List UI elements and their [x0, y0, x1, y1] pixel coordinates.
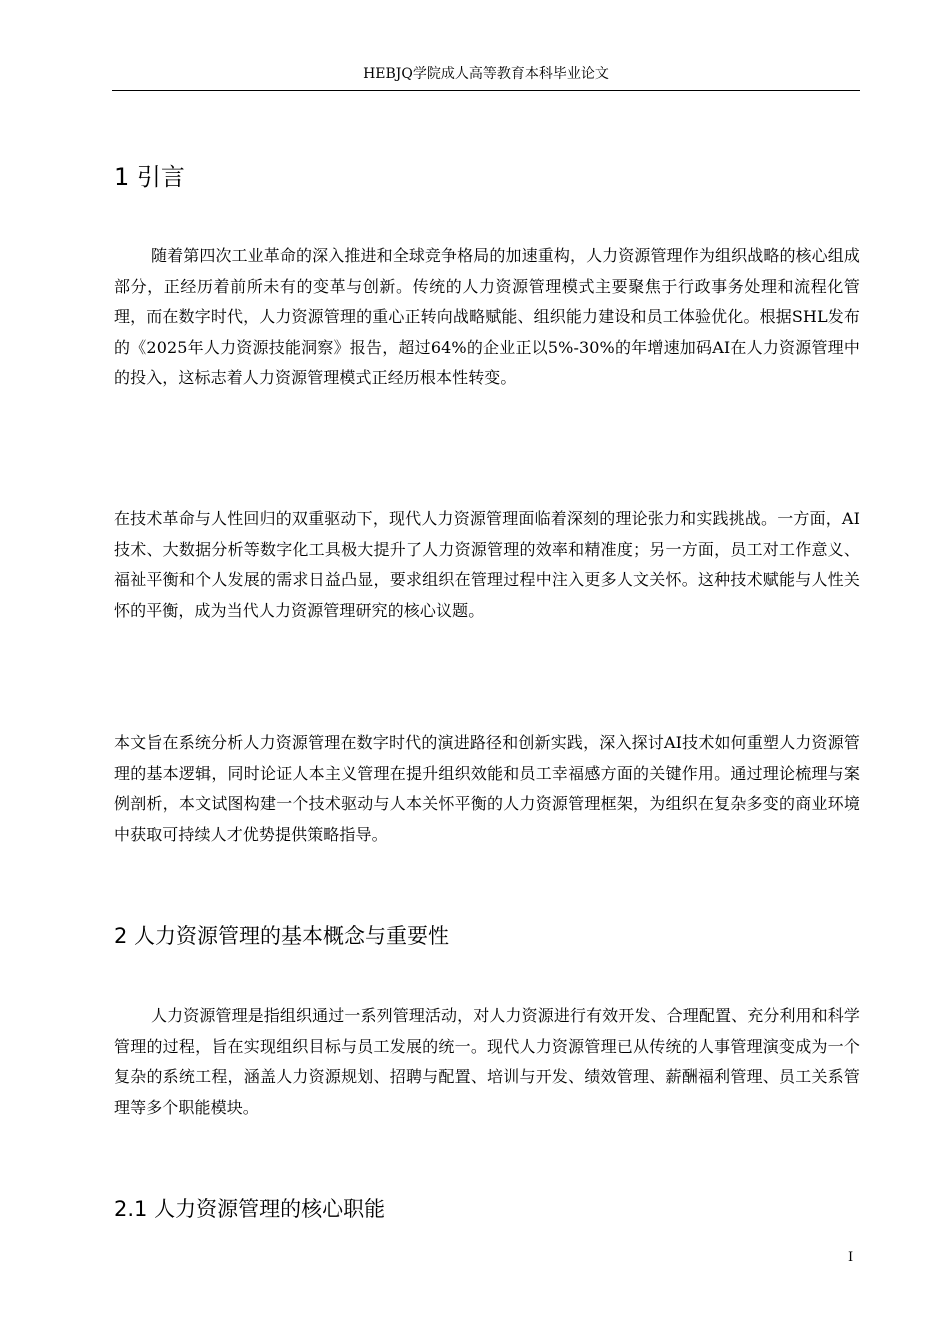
section-2-paragraph-1: 人力资源管理是指组织通过一系列管理活动，对人力资源进行有效开发、合理配置、充分利用和科学管理的过程，旨在实现组织目标与员工发展的统一。现代人力资源管理已从传统的人事管理演变成为一个复杂的系统工程，涵盖人力资源规划、招聘与配置、培训与开发、绩效管理、薪酬福利管理、员工关系管理等多个职能模块。 — [114, 1006, 860, 1117]
section-2-heading: 2 人力资源管理的基本概念与重要性 — [114, 924, 450, 948]
section-1-paragraph-3: 本文旨在系统分析人力资源管理在数字时代的演进路径和创新实践，深入探讨AI技术如何重塑人力资源管理的基本逻辑，同时论证人本主义管理在提升组织效能和员工幸福感方面的关键作用。通过理论梳理与案例剖析，本文试图构建一个技术驱动与人本关怀平衡的人力资源管理框架，为组织在复杂多变的商业环境中获取可持续人才优势提供策略指导。 — [114, 733, 860, 844]
page-number: I — [848, 1250, 854, 1265]
section-1-paragraph-1: 随着第四次工业革命的深入推进和全球竞争格局的加速重构，人力资源管理作为组织战略的核心组成部分，正经历着前所未有的变革与创新。传统的人力资源管理模式主要聚焦于行政事务处理和流程化管理，而在数字时代，人力资源管理的重心正转向战略赋能、组织能力建设和员工体验优化。根据SHL发布的《2025年人力资源技能洞察》报告，超过64%的企业正以5%-30%的年增速加码AI在人力资源管理中的投入，这标志着人力资源管理模式正经历根本性转变。 — [114, 246, 860, 387]
section-2-1-heading: 2.1 人力资源管理的核心职能 — [114, 1197, 386, 1221]
section-1-heading: 1 引言 — [114, 163, 185, 191]
section-1-paragraph-2: 在技术革命与人性回归的双重驱动下，现代人力资源管理面临着深刻的理论张力和实践挑战。一方面，AI技术、大数据分析等数字化工具极大提升了人力资源管理的效率和精准度；另一方面，员工对工作意义、福祉平衡和个人发展的需求日益凸显，要求组织在管理过程中注入更多人文关怀。这种技术赋能与人性关怀的平衡，成为当代人力资源管理研究的核心议题。 — [114, 509, 860, 620]
header-title: HEBJQ学院成人高等教育本科毕业论文 — [363, 66, 609, 82]
page-header — [112, 64, 860, 91]
